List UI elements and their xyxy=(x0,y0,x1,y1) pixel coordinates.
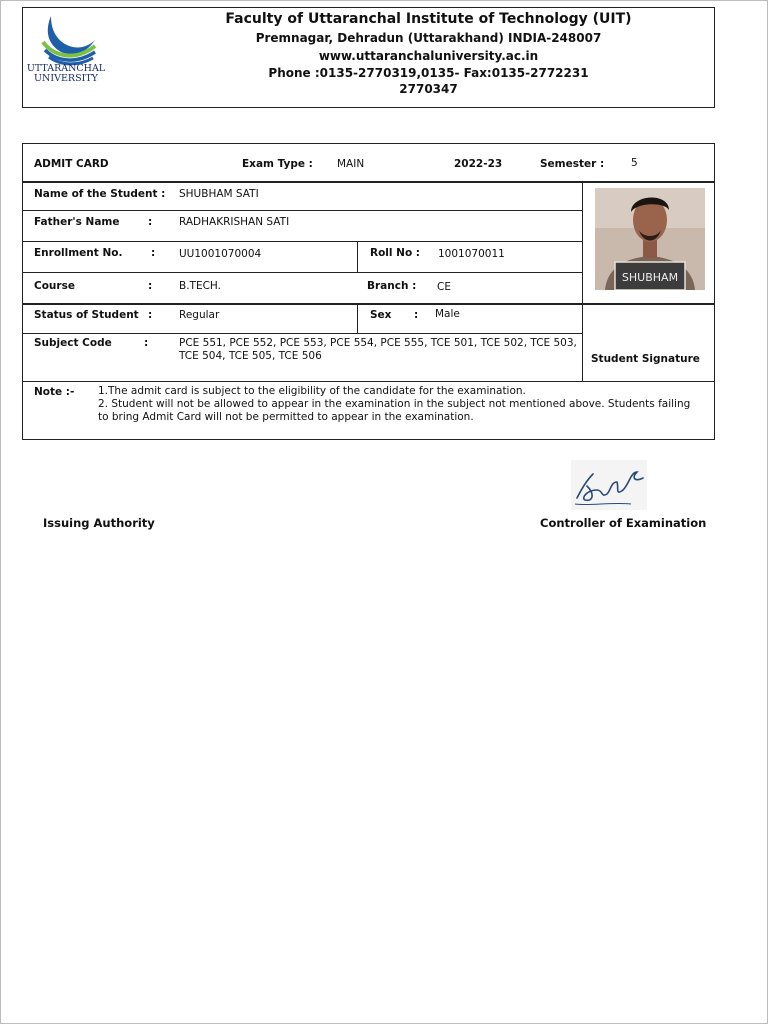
student-photo xyxy=(595,188,705,290)
admit-card xyxy=(22,143,715,440)
rule xyxy=(23,272,583,273)
enrollment-label: Enrollment No. xyxy=(34,247,123,259)
header-lines xyxy=(143,10,714,97)
father-label: Father's Name xyxy=(34,216,120,228)
address: Premnagar, Dehradun (Uttarakhand) INDIA-248007 xyxy=(255,31,602,45)
father-name: RADHAKRISHAN SATI xyxy=(179,216,290,228)
semester-label: Semester : xyxy=(540,158,605,170)
rule xyxy=(23,333,583,334)
sex-value: Male xyxy=(435,308,460,320)
institute-title: Faculty of Uttaranchal Institute of Technology (UIT) xyxy=(225,11,632,27)
name-label: Name of the Student : xyxy=(34,188,166,200)
admit-card-title: ADMIT CARD xyxy=(34,158,109,170)
branch-value: CE xyxy=(437,281,451,293)
colon: : xyxy=(144,337,149,349)
rule xyxy=(357,303,358,333)
phone-line-1: Phone :0135-2770319,0135- Fax:0135-2772231 xyxy=(268,66,589,80)
colon: : xyxy=(148,280,153,292)
issuing-authority-label: Issuing Authority xyxy=(43,516,155,530)
note-text xyxy=(98,385,698,424)
course-label: Course xyxy=(34,280,75,292)
branch-label: Branch : xyxy=(367,280,417,292)
course-value: B.TECH. xyxy=(179,280,221,292)
subject-codes: PCE 551, PCE 552, PCE 553, PCE 554, PCE 555, TCE 501, TCE 502, TCE 503, TCE 504, TCE 505, TCE 506 xyxy=(179,337,577,362)
roll-label: Roll No : xyxy=(370,247,421,259)
note-item-2: 2. Student will not be allowed to appear in the examination in the subject not mentioned above. Students failing to bring Admit Card will not be permitted to appear in the examination. xyxy=(98,398,691,423)
rule xyxy=(357,241,358,272)
rule xyxy=(582,181,583,381)
student-signature-label: Student Signature xyxy=(591,353,700,365)
roll-value: 1001070011 xyxy=(438,248,505,260)
colon: : xyxy=(148,309,153,321)
status-label: Status of Student xyxy=(34,309,139,321)
website: www.uttaranchaluniversity.ac.in xyxy=(318,49,539,63)
header xyxy=(22,7,715,108)
colon: : xyxy=(151,247,156,259)
logo-text xyxy=(23,64,109,84)
controller-label: Controller of Examination xyxy=(540,516,707,530)
student-name: SHUBHAM SATI xyxy=(179,188,259,200)
enrollment-value: UU1001070004 xyxy=(179,248,262,260)
phone-line-2: 2770347 xyxy=(399,82,458,96)
status-value: Regular xyxy=(179,309,220,321)
controller-signature xyxy=(571,460,647,510)
logo-text-line2: UNIVERSITY xyxy=(34,73,98,84)
rule xyxy=(23,181,714,183)
rule xyxy=(23,303,714,305)
colon: : xyxy=(414,309,419,321)
rule xyxy=(23,381,714,382)
colon: : xyxy=(148,216,153,228)
sex-label: Sex xyxy=(370,309,392,321)
logo-text-line1: UTTARANCHAL xyxy=(26,63,106,74)
subject-label: Subject Code xyxy=(34,337,112,349)
note-label: Note :- xyxy=(34,386,75,398)
exam-type-value: MAIN xyxy=(337,158,365,170)
rule xyxy=(23,241,583,242)
exam-type-label: Exam Type : xyxy=(242,158,313,170)
rule xyxy=(23,210,583,211)
photo-board-text: SHUBHAM xyxy=(621,271,679,284)
note-item-1: 1.The admit card is subject to the eligibility of the candidate for the examination. xyxy=(98,385,526,397)
semester-value: 5 xyxy=(631,157,638,169)
session-value: 2022-23 xyxy=(454,158,503,170)
